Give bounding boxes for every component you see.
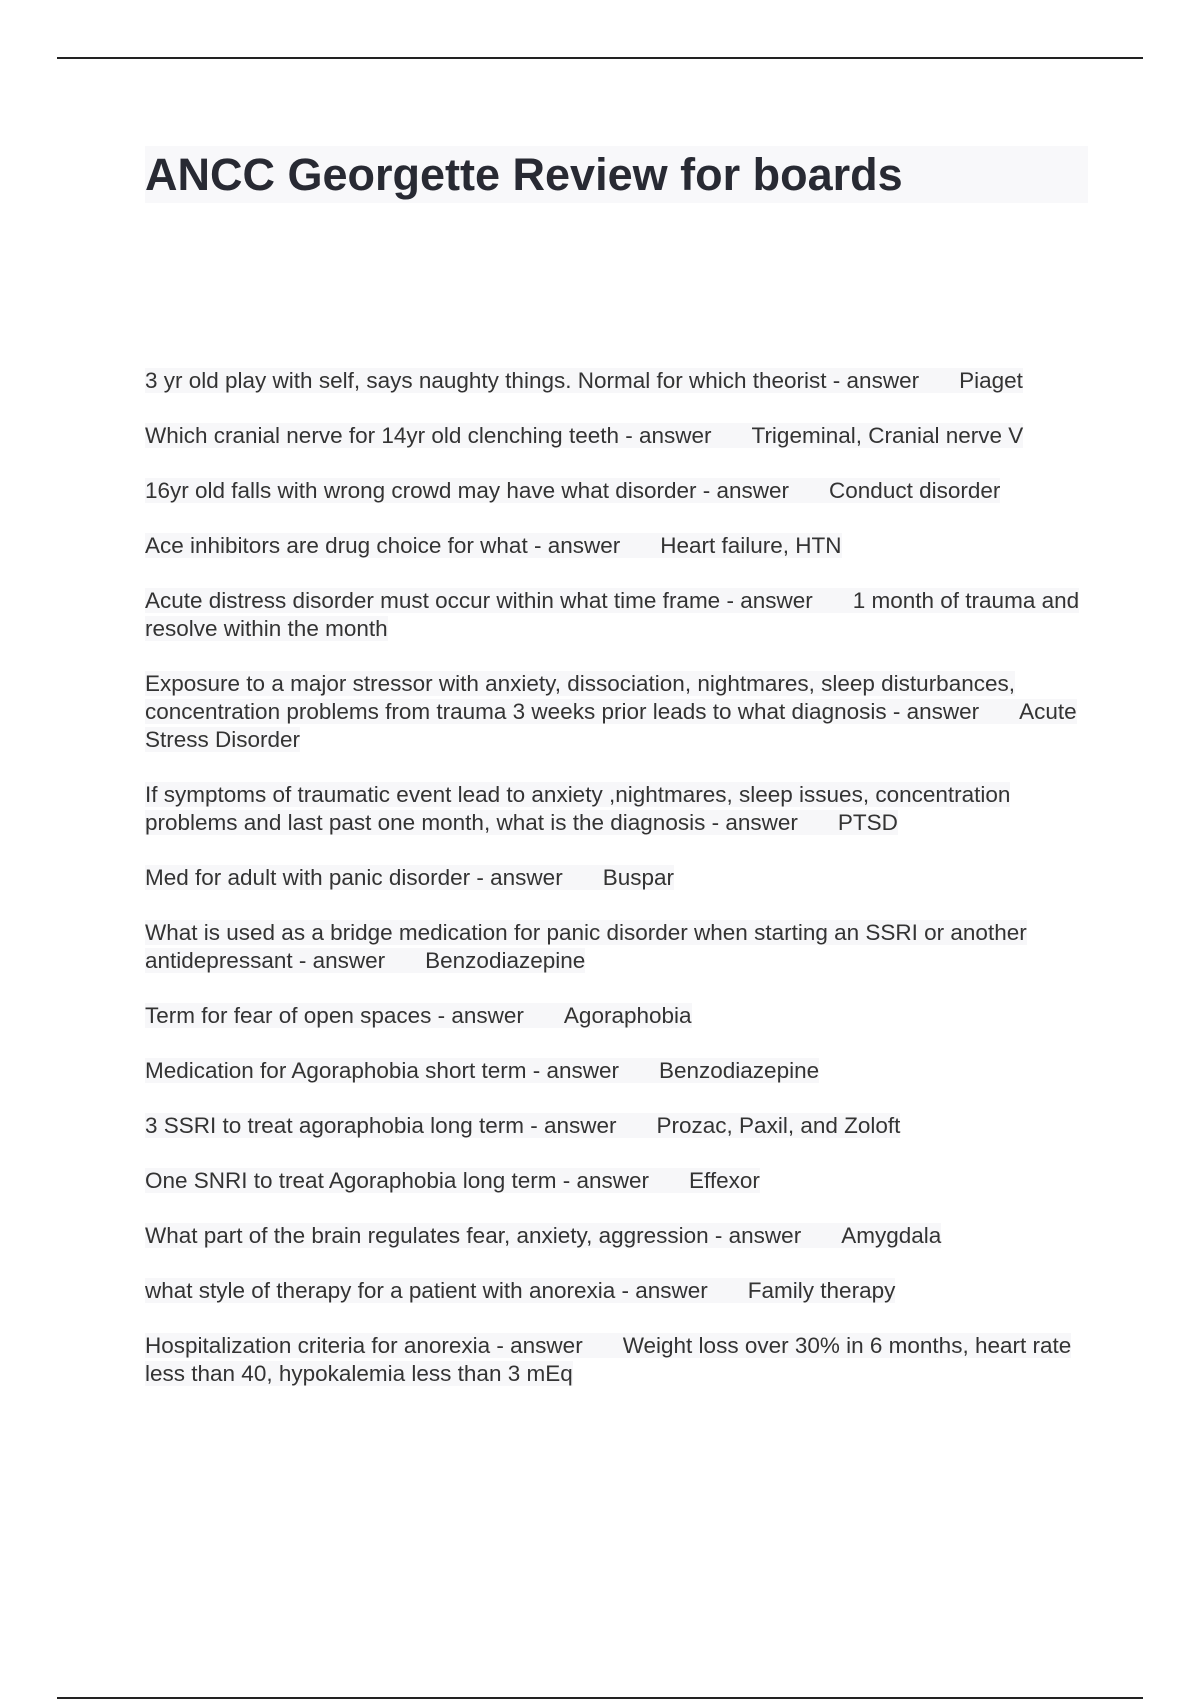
qa-item [145, 532, 1095, 560]
qa-highlight [145, 478, 1000, 503]
qa-item [145, 781, 1095, 837]
top-rule [57, 57, 1143, 59]
qa-item [145, 1057, 1095, 1085]
qa-item [145, 1002, 1095, 1030]
qa-question: 16yr old falls with wrong crowd may have what disorder - answer [145, 478, 790, 503]
qa-item [145, 864, 1095, 892]
qa-answer: Family therapy [747, 1278, 896, 1303]
qa-highlight [145, 1278, 895, 1303]
qa-answer: Prozac, Paxil, and Zoloft [656, 1113, 901, 1138]
qa-answer: Heart failure, HTN [660, 533, 842, 558]
qa-highlight [145, 1003, 692, 1028]
qa-item [145, 587, 1095, 643]
qa-question: What part of the brain regulates fear, anxiety, aggression - answer [145, 1223, 802, 1248]
qa-answer: Piaget [959, 368, 1023, 393]
qa-item [145, 1222, 1095, 1250]
qa-item [145, 422, 1095, 450]
qa-answer: Trigeminal, Cranial nerve V [751, 423, 1024, 448]
qa-item [145, 670, 1095, 754]
qa-answer: Amygdala [841, 1223, 942, 1248]
qa-question: Ace inhibitors are drug choice for what - answer [145, 533, 621, 558]
qa-question: Medication for Agoraphobia short term - answer [145, 1058, 619, 1083]
qa-item [145, 1332, 1095, 1388]
qa-question: Acute distress disorder must occur within what time frame - answer [145, 588, 813, 613]
qa-answer: Benzodiazepine [425, 948, 586, 973]
document-title: ANCC Georgette Review for boards [145, 149, 903, 200]
qa-question: If symptoms of traumatic event lead to anxiety ,nightmares, sleep issues, concentration problems and last past one month, what is the diagnosis - answer [145, 782, 1011, 835]
qa-list [145, 367, 1095, 1415]
qa-item [145, 477, 1095, 505]
qa-highlight [145, 588, 1079, 641]
qa-answer: 1 month of trauma and resolve within the month [145, 588, 1080, 641]
qa-highlight [145, 782, 1010, 835]
qa-question: Which cranial nerve for 14yr old clenching teeth - answer [145, 423, 712, 448]
qa-highlight [145, 1113, 900, 1138]
qa-item [145, 367, 1095, 395]
title-block [145, 146, 1088, 203]
qa-highlight [145, 423, 1023, 448]
qa-item [145, 1277, 1095, 1305]
qa-highlight [145, 368, 1023, 393]
qa-highlight [145, 920, 1027, 973]
qa-question: Term for fear of open spaces - answer [145, 1003, 524, 1028]
qa-question: Hospitalization criteria for anorexia - answer [145, 1333, 583, 1358]
qa-highlight [145, 533, 842, 558]
qa-highlight [145, 865, 674, 890]
qa-question: 3 yr old play with self, says naughty things. Normal for which theorist - answer [145, 368, 920, 393]
qa-highlight [145, 1223, 941, 1248]
qa-highlight [145, 1333, 1071, 1386]
qa-answer: Benzodiazepine [658, 1058, 820, 1083]
qa-item [145, 1112, 1095, 1140]
qa-answer: Agoraphobia [563, 1003, 692, 1028]
qa-question: One SNRI to treat Agoraphobia long term - answer [145, 1168, 650, 1193]
qa-question: Exposure to a major stressor with anxiety, dissociation, nightmares, sleep disturbances, concentration problems from trauma 3 weeks prior leads to what diagnosis - answer [145, 671, 1015, 724]
qa-answer: PTSD [837, 810, 898, 835]
qa-item [145, 919, 1095, 975]
qa-question: Med for adult with panic disorder - answer [145, 865, 563, 890]
qa-question: What is used as a bridge medication for panic disorder when starting an SSRI or another antidepressant - answer [145, 920, 1027, 973]
qa-item [145, 1167, 1095, 1195]
qa-question: what style of therapy for a patient with anorexia - answer [145, 1278, 708, 1303]
qa-answer: Conduct disorder [829, 478, 1001, 503]
qa-answer: Acute Stress Disorder [145, 699, 1077, 752]
qa-answer: Buspar [602, 865, 674, 890]
qa-highlight [145, 671, 1077, 752]
qa-answer: Weight loss over 30% in 6 months, heart rate less than 40, hypokalemia less than 3 mEq [145, 1333, 1072, 1386]
bottom-rule [57, 1697, 1143, 1699]
qa-question: 3 SSRI to treat agoraphobia long term - answer [145, 1113, 617, 1138]
qa-highlight [145, 1168, 760, 1193]
qa-highlight [145, 1058, 819, 1083]
qa-answer: Effexor [689, 1168, 760, 1193]
